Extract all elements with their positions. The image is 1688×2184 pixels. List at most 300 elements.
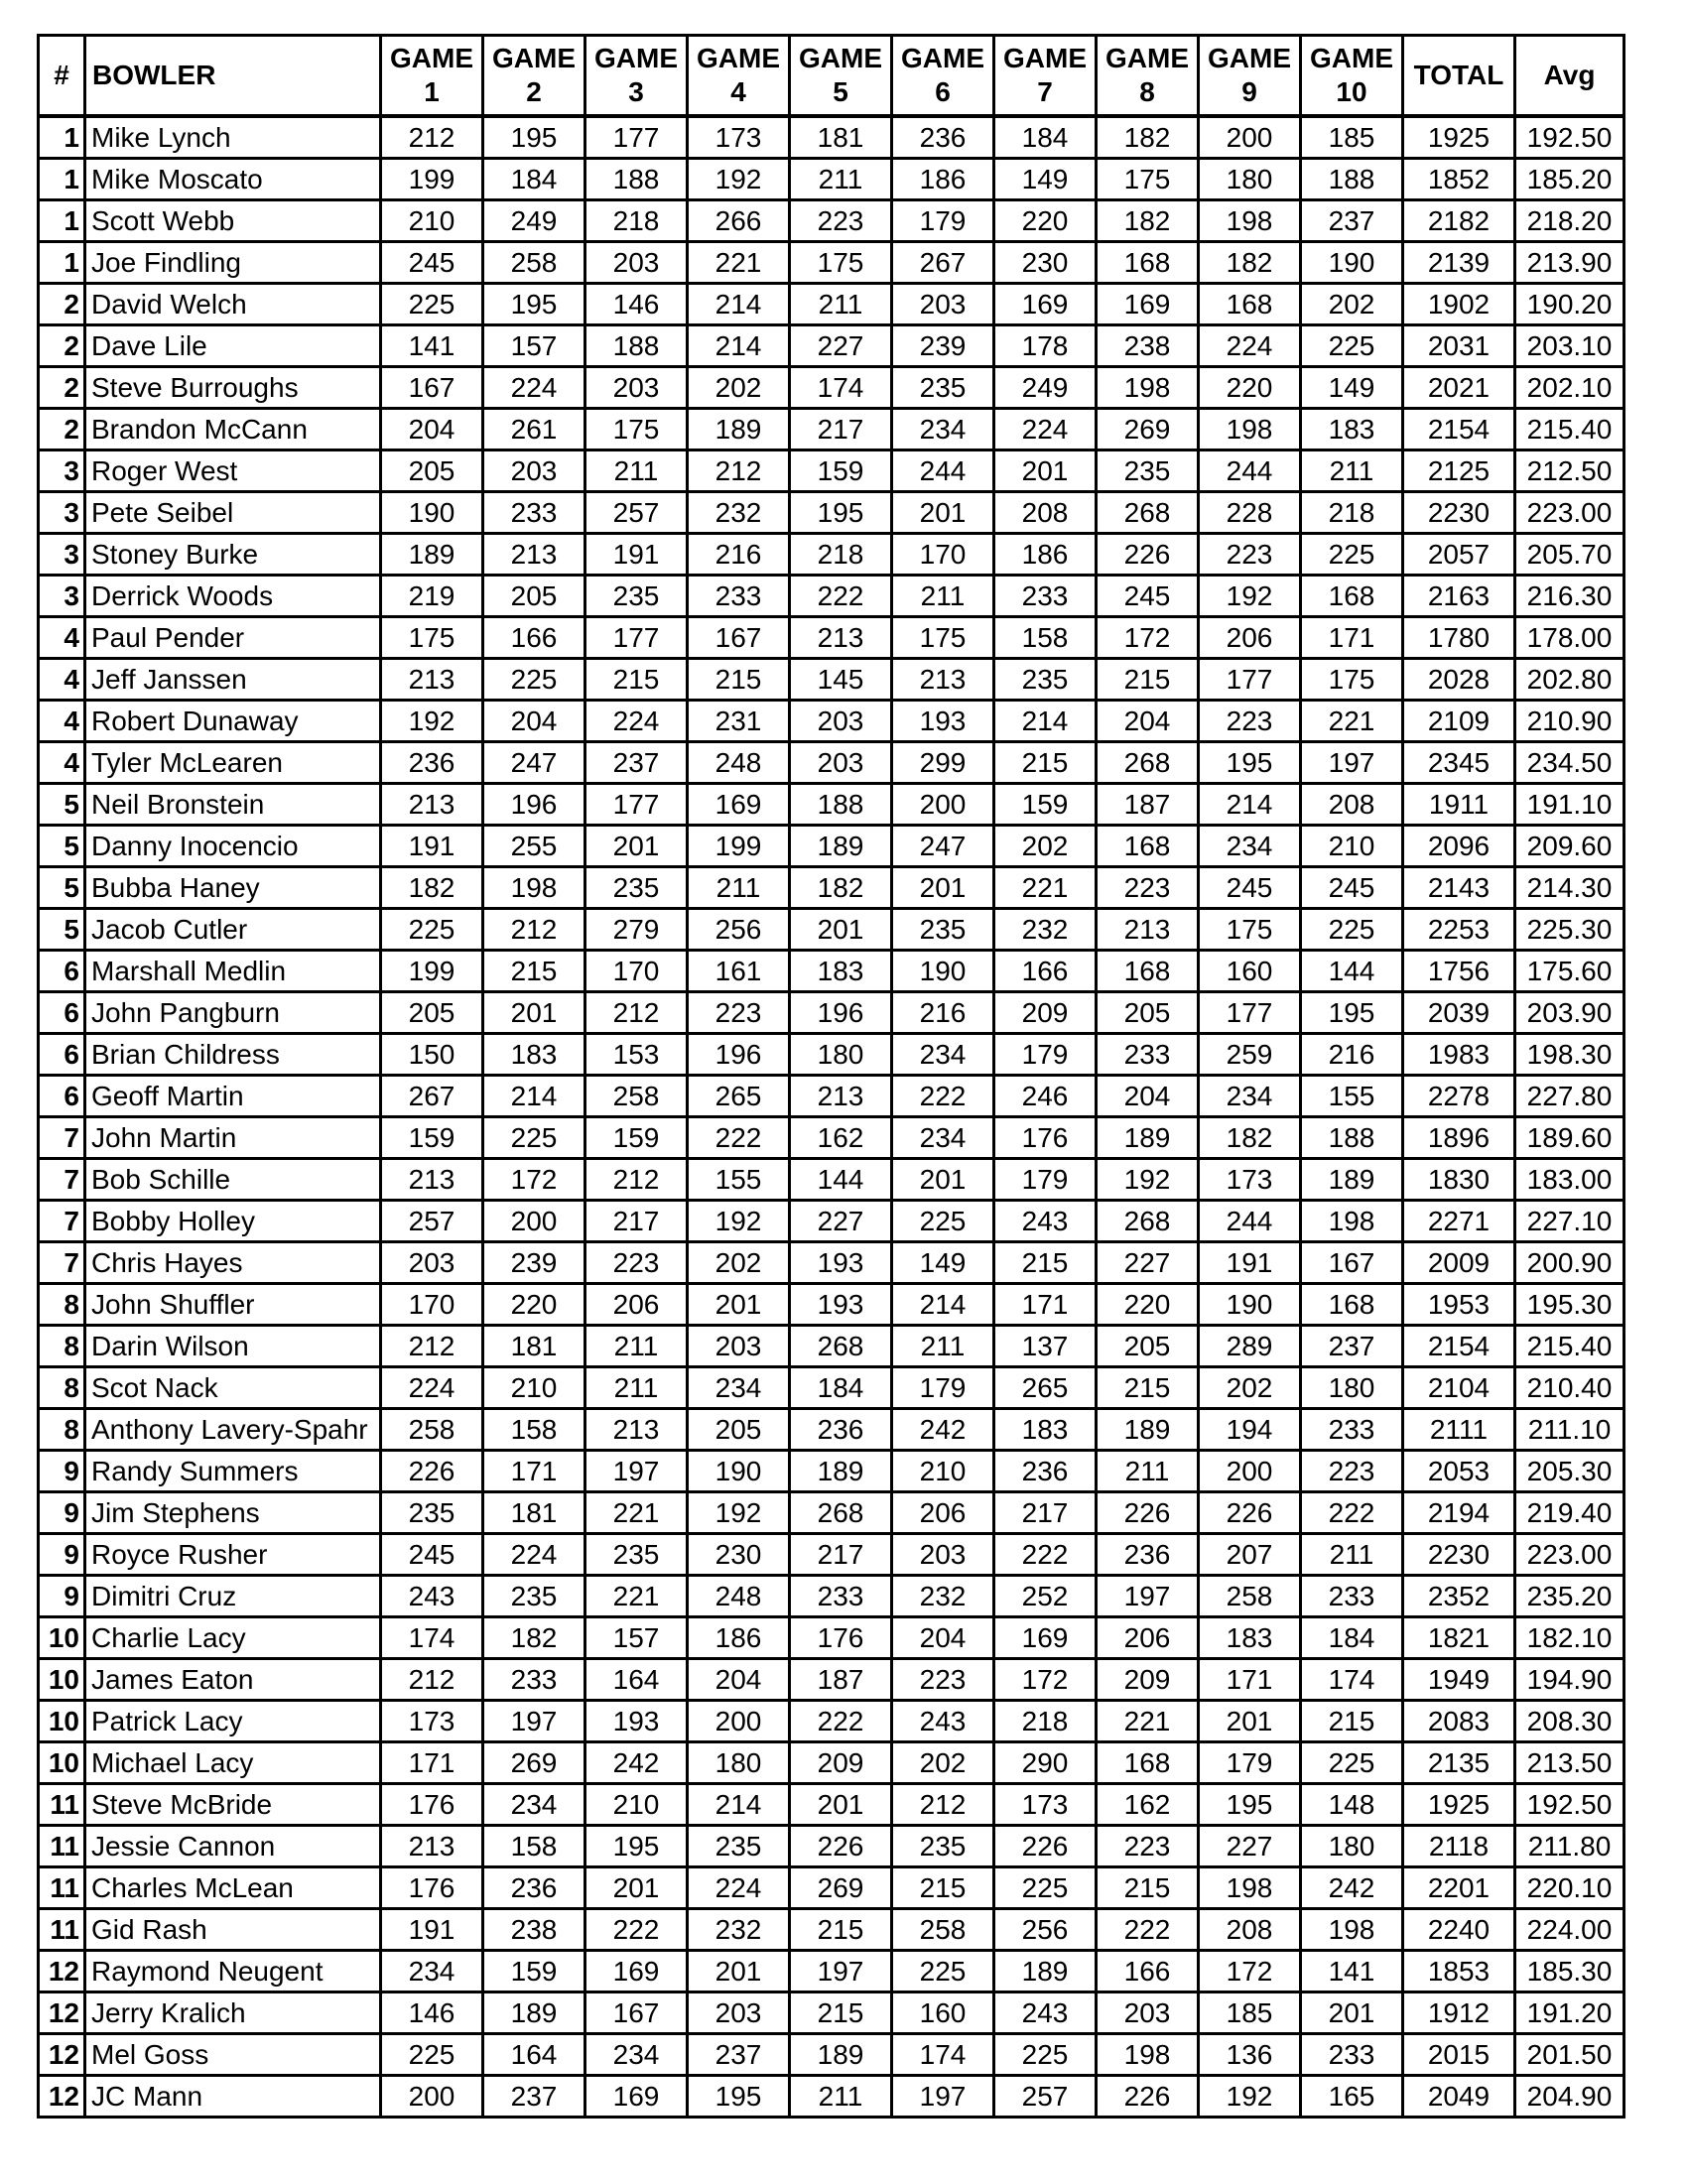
avg-cell: 190.20: [1515, 284, 1624, 325]
game-9-score-cell: 172: [1199, 1951, 1301, 1992]
bowler-name-cell: Brian Childress: [85, 1034, 381, 1076]
bowler-name-cell: Marshall Medlin: [85, 951, 381, 992]
avg-cell: 194.90: [1515, 1659, 1624, 1701]
game-8-score-cell: 226: [1097, 534, 1199, 576]
game-8-score-cell: 203: [1097, 1992, 1199, 2034]
game-5-score-cell: 189: [790, 826, 892, 867]
avg-cell: 202.10: [1515, 367, 1624, 409]
total-cell: 2096: [1403, 826, 1515, 867]
header-game-label: GAME: [594, 43, 678, 73]
game-3-score-cell: 175: [585, 409, 688, 450]
total-cell: 2253: [1403, 909, 1515, 951]
game-7-score-cell: 184: [994, 116, 1097, 159]
game-3-score-cell: 235: [585, 1534, 688, 1576]
game-8-score-cell: 233: [1097, 1034, 1199, 1076]
table-row: [39, 909, 1624, 951]
header-game-2: [483, 36, 585, 117]
game-9-score-cell: 192: [1199, 2076, 1301, 2118]
game-1-score-cell: 199: [381, 159, 483, 200]
total-cell: 2163: [1403, 576, 1515, 617]
game-8-score-cell: 168: [1097, 951, 1199, 992]
rank-cell: 7: [39, 1242, 85, 1284]
game-2-score-cell: 233: [483, 1659, 585, 1701]
game-3-score-cell: 157: [585, 1617, 688, 1659]
game-4-score-cell: 202: [688, 367, 790, 409]
total-cell: 1896: [1403, 1117, 1515, 1159]
table-row: [39, 1117, 1624, 1159]
game-4-score-cell: 224: [688, 1867, 790, 1909]
table-row: [39, 784, 1624, 826]
rank-cell: 5: [39, 784, 85, 826]
game-2-score-cell: 234: [483, 1784, 585, 1826]
game-7-score-cell: 218: [994, 1701, 1097, 1742]
game-9-score-cell: 201: [1199, 1701, 1301, 1742]
table-row: [39, 1784, 1624, 1826]
game-7-score-cell: 169: [994, 284, 1097, 325]
game-6-score-cell: 200: [892, 784, 994, 826]
game-5-score-cell: 189: [790, 2034, 892, 2076]
game-10-score-cell: 233: [1301, 2034, 1403, 2076]
game-6-score-cell: 149: [892, 1242, 994, 1284]
game-8-score-cell: 215: [1097, 1867, 1199, 1909]
game-3-score-cell: 215: [585, 659, 688, 701]
game-5-score-cell: 218: [790, 534, 892, 576]
bowler-name-cell: Patrick Lacy: [85, 1701, 381, 1742]
total-cell: 2240: [1403, 1909, 1515, 1951]
game-8-score-cell: 226: [1097, 2076, 1199, 2118]
game-7-score-cell: 225: [994, 1867, 1097, 1909]
game-1-score-cell: 258: [381, 1409, 483, 1451]
game-3-score-cell: 193: [585, 1701, 688, 1742]
avg-cell: 178.00: [1515, 617, 1624, 659]
header-game-number: 3: [628, 76, 644, 107]
game-2-score-cell: 181: [483, 1326, 585, 1367]
header-game-number: 2: [526, 76, 542, 107]
total-cell: 2154: [1403, 409, 1515, 450]
game-6-score-cell: 222: [892, 1076, 994, 1117]
game-1-score-cell: 204: [381, 409, 483, 450]
table-row: [39, 867, 1624, 909]
game-6-score-cell: 202: [892, 1742, 994, 1784]
game-7-score-cell: 137: [994, 1326, 1097, 1367]
game-10-score-cell: 165: [1301, 2076, 1403, 2118]
game-2-score-cell: 224: [483, 1534, 585, 1576]
game-8-score-cell: 209: [1097, 1659, 1199, 1701]
game-6-score-cell: 201: [892, 867, 994, 909]
game-7-score-cell: 159: [994, 784, 1097, 826]
game-6-score-cell: 211: [892, 576, 994, 617]
rank-cell: 5: [39, 826, 85, 867]
bowler-name-cell: Mike Moscato: [85, 159, 381, 200]
avg-cell: 210.40: [1515, 1367, 1624, 1409]
game-10-score-cell: 242: [1301, 1867, 1403, 1909]
game-2-score-cell: 236: [483, 1867, 585, 1909]
total-cell: 2039: [1403, 992, 1515, 1034]
rank-cell: 1: [39, 242, 85, 284]
avg-cell: 191.10: [1515, 784, 1624, 826]
game-7-score-cell: 166: [994, 951, 1097, 992]
table-row: [39, 1284, 1624, 1326]
game-7-score-cell: 225: [994, 2034, 1097, 2076]
game-10-score-cell: 208: [1301, 784, 1403, 826]
game-2-score-cell: 220: [483, 1284, 585, 1326]
game-8-score-cell: 221: [1097, 1701, 1199, 1742]
game-1-score-cell: 212: [381, 1326, 483, 1367]
game-8-score-cell: 169: [1097, 284, 1199, 325]
game-7-score-cell: 257: [994, 2076, 1097, 2118]
total-cell: 1925: [1403, 1784, 1515, 1826]
game-1-score-cell: 213: [381, 659, 483, 701]
game-2-score-cell: 201: [483, 992, 585, 1034]
avg-cell: 225.30: [1515, 909, 1624, 951]
game-2-score-cell: 172: [483, 1159, 585, 1201]
game-5-score-cell: 187: [790, 1659, 892, 1701]
game-3-score-cell: 169: [585, 2076, 688, 2118]
bowler-name-cell: Brandon McCann: [85, 409, 381, 450]
table-row: [39, 1492, 1624, 1534]
total-cell: 2154: [1403, 1326, 1515, 1367]
avg-cell: 185.30: [1515, 1951, 1624, 1992]
game-9-score-cell: 226: [1199, 1492, 1301, 1534]
table-row: [39, 617, 1624, 659]
game-2-score-cell: 183: [483, 1034, 585, 1076]
game-9-score-cell: 227: [1199, 1826, 1301, 1867]
game-4-score-cell: 215: [688, 659, 790, 701]
game-8-score-cell: 236: [1097, 1534, 1199, 1576]
game-6-score-cell: 239: [892, 325, 994, 367]
total-cell: 2278: [1403, 1076, 1515, 1117]
bowler-name-cell: David Welch: [85, 284, 381, 325]
table-row: [39, 159, 1624, 200]
game-5-score-cell: 226: [790, 1826, 892, 1867]
game-9-score-cell: 173: [1199, 1159, 1301, 1201]
game-8-score-cell: 198: [1097, 367, 1199, 409]
game-5-score-cell: 236: [790, 1409, 892, 1451]
game-1-score-cell: 146: [381, 1992, 483, 2034]
game-8-score-cell: 245: [1097, 576, 1199, 617]
header-game-number: 8: [1139, 76, 1155, 107]
header-game-4: [688, 36, 790, 117]
rank-cell: 4: [39, 742, 85, 784]
game-4-score-cell: 186: [688, 1617, 790, 1659]
game-4-score-cell: 221: [688, 242, 790, 284]
game-5-score-cell: 181: [790, 116, 892, 159]
table-row: [39, 659, 1624, 701]
game-3-score-cell: 197: [585, 1451, 688, 1492]
game-2-score-cell: 200: [483, 1201, 585, 1242]
game-9-score-cell: 175: [1199, 909, 1301, 951]
game-3-score-cell: 188: [585, 159, 688, 200]
total-cell: 2118: [1403, 1826, 1515, 1867]
game-3-score-cell: 210: [585, 1784, 688, 1826]
table-row: [39, 1409, 1624, 1451]
game-4-score-cell: 203: [688, 1992, 790, 2034]
game-5-score-cell: 182: [790, 867, 892, 909]
avg-cell: 203.10: [1515, 325, 1624, 367]
total-cell: 1852: [1403, 159, 1515, 200]
game-5-score-cell: 222: [790, 1701, 892, 1742]
game-2-score-cell: 198: [483, 867, 585, 909]
total-cell: 2053: [1403, 1451, 1515, 1492]
game-10-score-cell: 225: [1301, 909, 1403, 951]
game-8-score-cell: 189: [1097, 1409, 1199, 1451]
game-5-score-cell: 162: [790, 1117, 892, 1159]
total-cell: 2135: [1403, 1742, 1515, 1784]
bowler-name-cell: Chris Hayes: [85, 1242, 381, 1284]
game-7-score-cell: 201: [994, 450, 1097, 492]
game-4-score-cell: 214: [688, 1784, 790, 1826]
game-1-score-cell: 200: [381, 2076, 483, 2118]
table-row: [39, 1867, 1624, 1909]
game-10-score-cell: 168: [1301, 1284, 1403, 1326]
game-1-score-cell: 235: [381, 1492, 483, 1534]
table-row: [39, 1742, 1624, 1784]
table-row: [39, 1659, 1624, 1701]
game-2-score-cell: 171: [483, 1451, 585, 1492]
game-1-score-cell: 205: [381, 992, 483, 1034]
game-6-score-cell: 258: [892, 1909, 994, 1951]
table-row: [39, 1076, 1624, 1117]
game-2-score-cell: 205: [483, 576, 585, 617]
game-5-score-cell: 203: [790, 742, 892, 784]
game-5-score-cell: 269: [790, 1867, 892, 1909]
game-2-score-cell: 164: [483, 2034, 585, 2076]
rank-cell: 9: [39, 1576, 85, 1617]
game-4-score-cell: 248: [688, 1576, 790, 1617]
rank-cell: 4: [39, 659, 85, 701]
game-8-score-cell: 220: [1097, 1284, 1199, 1326]
total-cell: 2139: [1403, 242, 1515, 284]
game-3-score-cell: 177: [585, 784, 688, 826]
bowler-name-cell: Roger West: [85, 450, 381, 492]
game-2-score-cell: 225: [483, 659, 585, 701]
table-row: [39, 242, 1624, 284]
bowler-name-cell: Pete Seibel: [85, 492, 381, 534]
game-10-score-cell: 149: [1301, 367, 1403, 409]
game-9-score-cell: 168: [1199, 284, 1301, 325]
game-3-score-cell: 167: [585, 1992, 688, 2034]
bowler-name-cell: Jim Stephens: [85, 1492, 381, 1534]
game-6-score-cell: 210: [892, 1451, 994, 1492]
avg-cell: 224.00: [1515, 1909, 1624, 1951]
bowler-name-cell: Mike Lynch: [85, 116, 381, 159]
header-game-10: [1301, 36, 1403, 117]
scores-table: [37, 34, 1625, 2119]
total-cell: 2230: [1403, 1534, 1515, 1576]
game-8-score-cell: 182: [1097, 200, 1199, 242]
total-cell: 1911: [1403, 784, 1515, 826]
avg-cell: 175.60: [1515, 951, 1624, 992]
game-5-score-cell: 227: [790, 1201, 892, 1242]
bowling-scores-sheet: [37, 34, 1623, 2119]
game-1-score-cell: 234: [381, 1951, 483, 1992]
game-5-score-cell: 193: [790, 1242, 892, 1284]
table-row: [39, 1367, 1624, 1409]
game-2-score-cell: 182: [483, 1617, 585, 1659]
table-row: [39, 450, 1624, 492]
game-8-score-cell: 205: [1097, 992, 1199, 1034]
game-10-score-cell: 237: [1301, 1326, 1403, 1367]
game-7-score-cell: 215: [994, 742, 1097, 784]
header-game-label: GAME: [390, 43, 473, 73]
game-10-score-cell: 211: [1301, 450, 1403, 492]
avg-cell: 200.90: [1515, 1242, 1624, 1284]
avg-cell: 182.10: [1515, 1617, 1624, 1659]
game-7-score-cell: 233: [994, 576, 1097, 617]
game-9-score-cell: 185: [1199, 1992, 1301, 2034]
rank-cell: 10: [39, 1617, 85, 1659]
game-5-score-cell: 183: [790, 951, 892, 992]
bowler-name-cell: Geoff Martin: [85, 1076, 381, 1117]
game-3-score-cell: 221: [585, 1576, 688, 1617]
game-4-score-cell: 214: [688, 325, 790, 367]
avg-cell: 203.90: [1515, 992, 1624, 1034]
bowler-name-cell: Danny Inocencio: [85, 826, 381, 867]
game-2-score-cell: 166: [483, 617, 585, 659]
game-7-score-cell: 222: [994, 1534, 1097, 1576]
game-5-score-cell: 176: [790, 1617, 892, 1659]
game-3-score-cell: 177: [585, 617, 688, 659]
game-10-score-cell: 171: [1301, 617, 1403, 659]
avg-cell: 215.40: [1515, 409, 1624, 450]
game-6-score-cell: 203: [892, 284, 994, 325]
game-8-score-cell: 172: [1097, 617, 1199, 659]
game-1-score-cell: 176: [381, 1867, 483, 1909]
game-4-score-cell: 216: [688, 534, 790, 576]
game-2-score-cell: 195: [483, 284, 585, 325]
header-game-label: GAME: [1208, 43, 1291, 73]
game-3-score-cell: 195: [585, 1826, 688, 1867]
game-9-score-cell: 180: [1199, 159, 1301, 200]
game-9-score-cell: 228: [1199, 492, 1301, 534]
game-2-score-cell: 255: [483, 826, 585, 867]
rank-cell: 1: [39, 116, 85, 159]
game-8-score-cell: 198: [1097, 2034, 1199, 2076]
bowler-name-cell: Jerry Kralich: [85, 1992, 381, 2034]
game-2-score-cell: 184: [483, 159, 585, 200]
bowler-name-cell: Michael Lacy: [85, 1742, 381, 1784]
avg-cell: 227.10: [1515, 1201, 1624, 1242]
game-2-score-cell: 181: [483, 1492, 585, 1534]
bowler-name-cell: Scott Webb: [85, 200, 381, 242]
total-cell: 2143: [1403, 867, 1515, 909]
game-9-score-cell: 190: [1199, 1284, 1301, 1326]
game-9-score-cell: 207: [1199, 1534, 1301, 1576]
game-1-score-cell: 213: [381, 1159, 483, 1201]
game-9-score-cell: 234: [1199, 826, 1301, 867]
game-4-score-cell: 192: [688, 1492, 790, 1534]
avg-cell: 223.00: [1515, 492, 1624, 534]
table-row: [39, 1326, 1624, 1367]
game-5-score-cell: 175: [790, 242, 892, 284]
table-row: [39, 701, 1624, 742]
game-8-score-cell: 192: [1097, 1159, 1199, 1201]
rank-cell: 2: [39, 367, 85, 409]
game-10-score-cell: 221: [1301, 701, 1403, 742]
game-4-score-cell: 155: [688, 1159, 790, 1201]
game-10-score-cell: 225: [1301, 534, 1403, 576]
game-5-score-cell: 174: [790, 367, 892, 409]
game-5-score-cell: 193: [790, 1284, 892, 1326]
game-3-score-cell: 237: [585, 742, 688, 784]
game-7-score-cell: 179: [994, 1159, 1097, 1201]
rank-cell: 12: [39, 1951, 85, 1992]
bowler-name-cell: Darin Wilson: [85, 1326, 381, 1367]
table-row: [39, 325, 1624, 367]
game-8-score-cell: 197: [1097, 1576, 1199, 1617]
table-row: [39, 1201, 1624, 1242]
game-6-score-cell: 235: [892, 909, 994, 951]
game-7-score-cell: 232: [994, 909, 1097, 951]
game-1-score-cell: 243: [381, 1576, 483, 1617]
game-4-score-cell: 190: [688, 1451, 790, 1492]
game-10-score-cell: 174: [1301, 1659, 1403, 1701]
game-6-score-cell: 299: [892, 742, 994, 784]
bowler-name-cell: John Shuffler: [85, 1284, 381, 1326]
game-9-score-cell: 206: [1199, 617, 1301, 659]
table-row: [39, 200, 1624, 242]
table-row: [39, 1534, 1624, 1576]
game-6-score-cell: 204: [892, 1617, 994, 1659]
game-10-score-cell: 148: [1301, 1784, 1403, 1826]
game-7-score-cell: 235: [994, 659, 1097, 701]
game-3-score-cell: 218: [585, 200, 688, 242]
game-9-score-cell: 136: [1199, 2034, 1301, 2076]
header-game-number: 1: [424, 76, 440, 107]
game-8-score-cell: 168: [1097, 242, 1199, 284]
game-1-score-cell: 190: [381, 492, 483, 534]
header-game-number: 5: [833, 76, 848, 107]
game-2-score-cell: 212: [483, 909, 585, 951]
game-4-score-cell: 222: [688, 1117, 790, 1159]
total-cell: 1821: [1403, 1617, 1515, 1659]
rank-cell: 6: [39, 1076, 85, 1117]
game-1-score-cell: 224: [381, 1367, 483, 1409]
bowler-name-cell: Gid Rash: [85, 1909, 381, 1951]
game-8-score-cell: 268: [1097, 1201, 1199, 1242]
game-7-score-cell: 220: [994, 200, 1097, 242]
game-1-score-cell: 245: [381, 1534, 483, 1576]
game-9-score-cell: 244: [1199, 450, 1301, 492]
game-4-score-cell: 232: [688, 1909, 790, 1951]
total-cell: 1853: [1403, 1951, 1515, 1992]
total-cell: 2271: [1403, 1201, 1515, 1242]
game-1-score-cell: 212: [381, 1659, 483, 1701]
total-cell: 2083: [1403, 1701, 1515, 1742]
avg-cell: 192.50: [1515, 1784, 1624, 1826]
game-9-score-cell: 194: [1199, 1409, 1301, 1451]
game-4-score-cell: 248: [688, 742, 790, 784]
game-2-score-cell: 235: [483, 1576, 585, 1617]
avg-cell: 211.10: [1515, 1409, 1624, 1451]
avg-cell: 195.30: [1515, 1284, 1624, 1326]
game-1-score-cell: 173: [381, 1701, 483, 1742]
header-game-number: 7: [1037, 76, 1053, 107]
total-cell: 1925: [1403, 116, 1515, 159]
game-3-score-cell: 234: [585, 2034, 688, 2076]
header-game-label: GAME: [799, 43, 882, 73]
game-3-score-cell: 223: [585, 1242, 688, 1284]
game-3-score-cell: 146: [585, 284, 688, 325]
game-7-score-cell: 246: [994, 1076, 1097, 1117]
game-10-score-cell: 233: [1301, 1409, 1403, 1451]
game-10-score-cell: 237: [1301, 200, 1403, 242]
game-1-score-cell: 267: [381, 1076, 483, 1117]
game-9-score-cell: 182: [1199, 1117, 1301, 1159]
header-game-label: GAME: [1105, 43, 1189, 73]
game-3-score-cell: 201: [585, 1867, 688, 1909]
game-4-score-cell: 192: [688, 159, 790, 200]
